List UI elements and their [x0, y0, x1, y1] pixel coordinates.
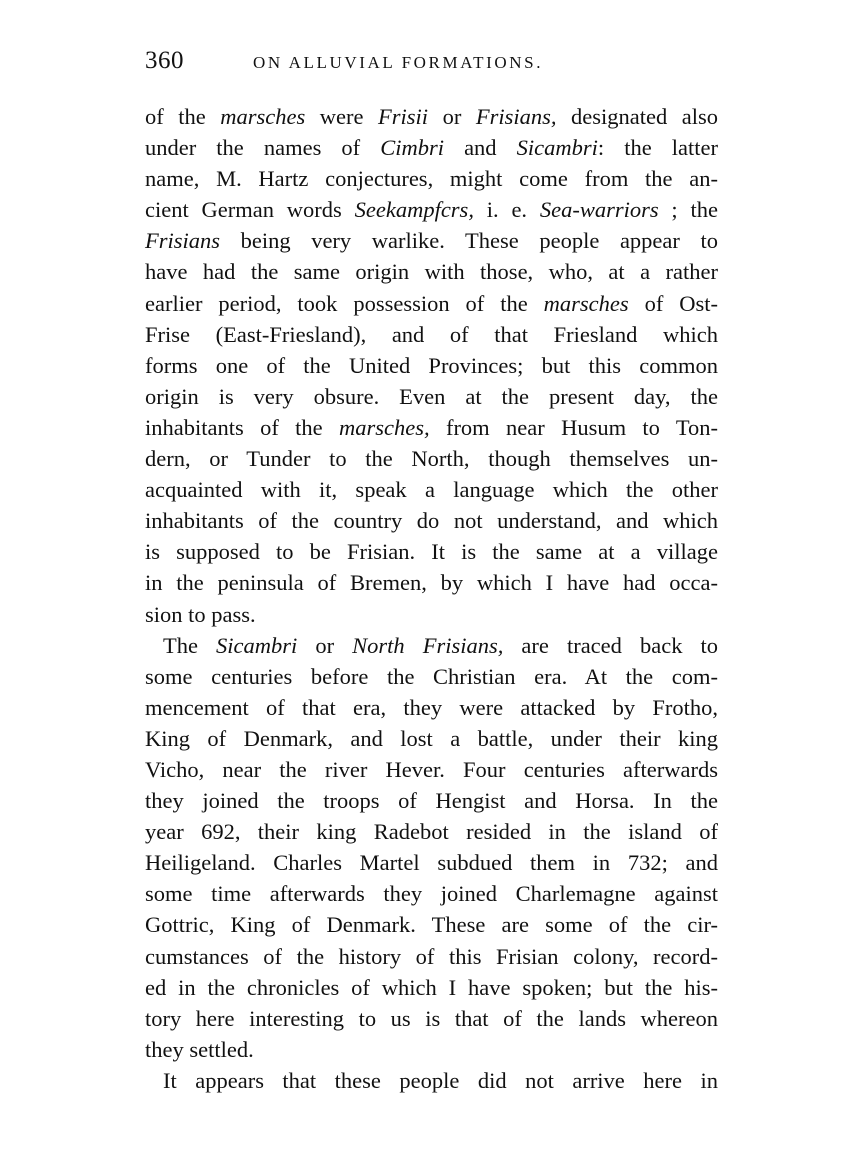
text-line	[145, 599, 718, 630]
text-segment: or	[428, 104, 476, 129]
text-segment: inhabitants of the country do not understand, and which	[145, 508, 718, 534]
text-line	[145, 319, 718, 350]
text-segment: Gottric, King of Denmark. These are some of the cir-	[145, 912, 718, 938]
text-line	[145, 723, 718, 754]
text-segment: of the	[145, 104, 221, 129]
text-segment: cient German words	[145, 197, 355, 223]
text-segment: Vicho, near the river Hever. Four centuries afterwards	[145, 756, 718, 782]
text-segment: The	[163, 632, 217, 658]
text-line	[145, 474, 718, 505]
text-line	[145, 256, 718, 287]
text-line	[145, 381, 718, 412]
italic-text: Frisii	[378, 104, 429, 129]
text-segment: dern, or Tunder to the North, though themselves un-	[145, 446, 718, 472]
text-segment: they settled.	[145, 1036, 254, 1062]
italic-text: Sicambri	[516, 135, 598, 161]
text-segment: cumstances of the history of this Frisian colony, record-	[145, 943, 718, 969]
text-segment: i. e.	[473, 197, 540, 223]
text-segment: origin is very obsure. Even at the present day, the	[145, 383, 718, 409]
text-segment: earlier period, took possession of the	[145, 290, 544, 316]
text-line	[145, 847, 718, 878]
italic-text: marsches	[220, 104, 306, 129]
text-line	[145, 661, 718, 692]
text-segment: King of Denmark, and lost a battle, under their king	[145, 725, 718, 751]
text-segment: forms one of the United Provinces; but this common	[145, 352, 718, 378]
italic-text: marsches,	[338, 414, 430, 440]
text-segment: sion to pass.	[145, 601, 256, 627]
text-line	[145, 785, 718, 816]
text-segment: inhabitants of the	[145, 414, 339, 440]
text-segment: they joined the troops of Hengist and Horsa. In the	[145, 788, 718, 814]
text-line	[145, 288, 718, 319]
italic-text: Sea-warriors	[539, 197, 659, 223]
text-line	[145, 225, 718, 256]
text-segment: designated also	[556, 104, 719, 129]
text-line	[145, 132, 718, 163]
text-line	[145, 941, 718, 972]
text-line	[145, 567, 718, 598]
text-segment: acquainted with it, speak a language which the other	[145, 477, 718, 503]
text-segment: in the peninsula of Bremen, by which I have had occa-	[145, 570, 718, 596]
text-segment: being very warlike. These people appear to	[220, 228, 718, 254]
body-text	[145, 101, 718, 1096]
running-head: ON ALLUVIAL FORMATIONS.	[253, 53, 544, 72]
text-segment: is supposed to be Frisian. It is the same at a village	[145, 539, 718, 565]
text-line	[145, 101, 718, 132]
text-segment: and	[444, 135, 517, 161]
text-line	[145, 754, 718, 785]
text-line	[145, 163, 718, 194]
paragraph-first-line	[145, 630, 718, 661]
italic-text: North Frisians,	[352, 632, 504, 658]
text-segment: under the names of	[145, 135, 381, 161]
paragraph-first-line	[145, 1065, 718, 1096]
text-line	[145, 350, 718, 381]
italic-text: Cimbri	[380, 135, 444, 161]
text-segment: are traced back to	[503, 632, 718, 658]
text-line	[145, 692, 718, 723]
text-line	[145, 972, 718, 1003]
text-segment: year 692, their king Radebot resided in the island of	[145, 819, 718, 845]
text-segment: name, M. Hartz conjectures, might come from the an-	[145, 166, 718, 192]
text-segment: some centuries before the Christian era. At the com-	[145, 663, 718, 689]
text-segment: tory here interesting to us is that of the lands whereon	[145, 1005, 718, 1031]
text-segment: some time afterwards they joined Charlemagne against	[145, 881, 718, 907]
text-segment: or	[297, 632, 353, 658]
text-line	[145, 194, 718, 225]
italic-text: marsches	[543, 290, 629, 316]
italic-text: Seekampfcrs,	[354, 197, 474, 223]
text-segment: mencement of that era, they were attacked by Frotho,	[145, 694, 718, 720]
text-line	[145, 878, 718, 909]
italic-text: Frisians	[145, 228, 221, 254]
text-segment: from near Husum to Ton-	[429, 414, 719, 440]
text-segment: ed in the chronicles of which I have spoken; but the his-	[145, 974, 718, 1000]
text-line	[145, 1034, 718, 1065]
text-line	[145, 1003, 718, 1034]
page-header	[145, 46, 720, 80]
text-line	[145, 505, 718, 536]
text-segment: : the latter	[597, 135, 718, 161]
text-line	[145, 816, 718, 847]
text-segment: Frise (East-Friesland), and of that Friesland which	[145, 321, 718, 347]
text-line	[145, 909, 718, 940]
text-line	[145, 536, 718, 567]
italic-text: Sicambri	[216, 632, 298, 658]
text-segment: ; the	[658, 197, 718, 223]
italic-text: Frisians,	[475, 104, 557, 129]
page-number: 360	[145, 47, 184, 74]
text-segment: of Ost-	[628, 290, 718, 316]
text-segment: have had the same origin with those, who, at a rather	[145, 259, 718, 285]
text-segment: Heiligeland. Charles Martel subdued them in 732; and	[145, 850, 718, 876]
text-line	[145, 412, 718, 443]
text-segment: were	[305, 104, 379, 129]
text-line	[145, 443, 718, 474]
text-segment: It appears that these people did not arrive here in	[163, 1067, 718, 1093]
